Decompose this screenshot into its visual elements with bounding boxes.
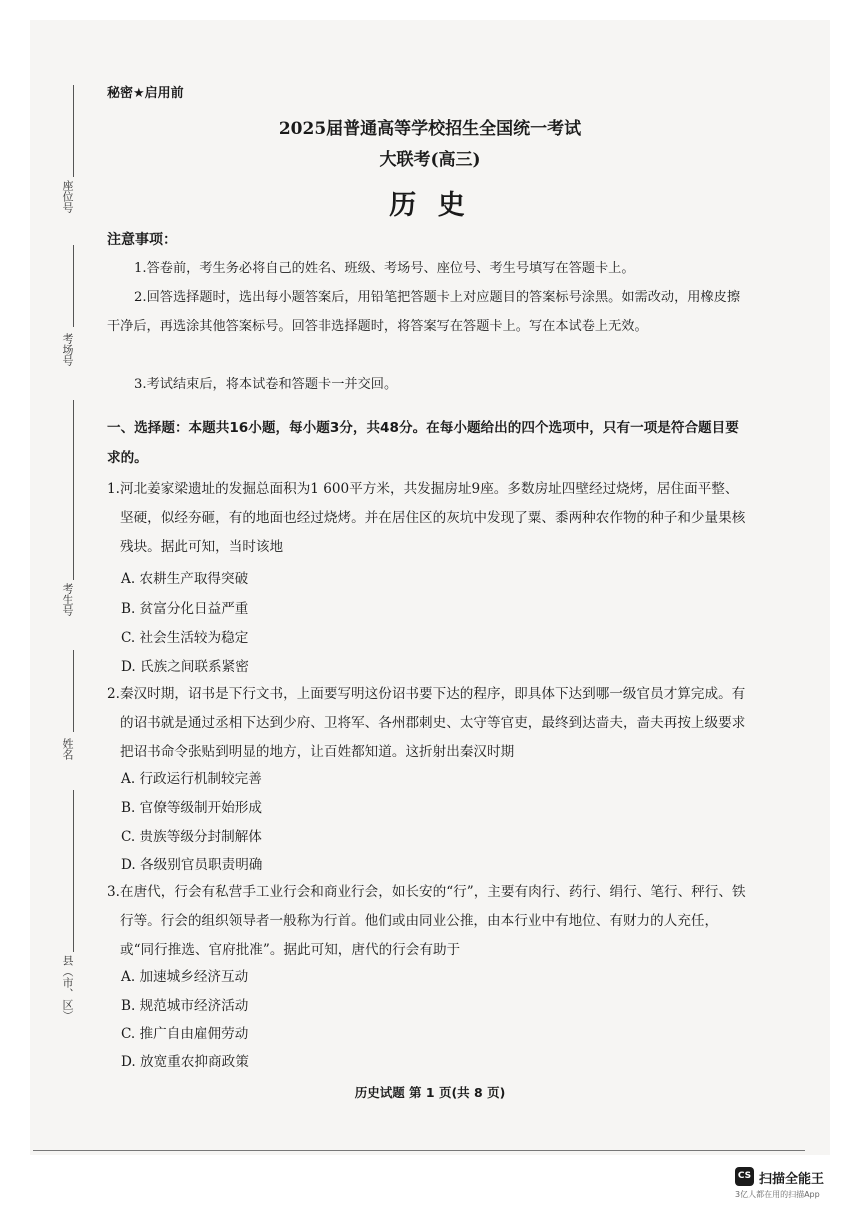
exam-room-label: 考场号	[61, 333, 74, 366]
question-3-option-d: D. 放宽重农抑商政策	[121, 1054, 249, 1070]
field-line	[73, 650, 74, 732]
subject-title: 历 史	[389, 190, 471, 221]
notes-heading: 注意事项：	[107, 232, 177, 248]
note-item: 2.回答选择题时，选出每小题答案后，用铅笔把答题卡上对应题目的答案标号涂黑。如需改动，用橡皮擦干净后，再选涂其他答案标号。回答非选择题时，将答案写在答题卡上。写在本试卷上无效。	[107, 290, 741, 334]
question-2-stem	[107, 680, 752, 767]
name-label: 姓名	[61, 738, 74, 760]
question-1-option-d: D. 氏族之间联系紧密	[121, 659, 249, 675]
seat-number-label: 座位号	[61, 180, 74, 213]
question-2-option-c: C. 贵族等级分封制解体	[121, 829, 262, 845]
note-item: 3.考试结束后，将本试卷和答题卡一并交回。	[134, 377, 398, 392]
name-field	[58, 650, 88, 765]
paper-edge-line	[33, 1150, 805, 1151]
question-3-option-b: B. 规范城市经济活动	[121, 998, 249, 1014]
question-stem-text: 2.秦汉时期，诏书是下行文书，上面要写明这份诏书要下达的程序，即具体下达到哪一级官员才算完成。有的诏书就是通过丞相下达到少府、卫将军、各州郡刺史、太守等官吏，最终到达啬夫，啬夫再按上级要求把诏书命令张贴到明显的地方，让百姓都知道。这折射出秦汉时期	[107, 686, 746, 760]
question-2-option-b: B. 官僚等级制开始形成	[121, 800, 262, 816]
exam-room-field	[58, 245, 88, 375]
note-item: 1.答卷前，考生务必将自己的姓名、班级、考场号、座位号、考生号填写在答题卡上。	[134, 261, 635, 276]
question-1-option-a: A. 农耕生产取得突破	[121, 571, 249, 587]
section-heading: 一、选择题：本题共16小题，每小题3分，共48分。在每小题给出的四个选项中，只有一项是符合题目要求的。	[107, 420, 739, 466]
student-number-field	[58, 400, 88, 630]
question-2-option-d: D. 各级别官员职责明确	[121, 857, 263, 873]
exam-subtitle: 大联考(高三)	[379, 150, 481, 170]
question-3-option-a: A. 加速城乡经济互动	[121, 969, 249, 985]
question-1-stem	[107, 475, 752, 562]
county-field	[58, 790, 88, 1040]
scanner-tagline: 3亿人都在用的扫描App	[735, 1190, 820, 1199]
question-1-option-b: B. 贫富分化日益严重	[121, 601, 249, 617]
question-2-option-a: A. 行政运行机制较完善	[121, 771, 262, 787]
scanner-app-name: 扫描全能王	[759, 1172, 825, 1187]
question-stem-text: 1.河北姜家梁遗址的发掘总面积为1 600平方米，共发掘房址9座。多数房址四壁经过烧烤，居住面平整、坚硬，似经夯砸，有的地面也经过烧烤。并在居住区的灰坑中发现了粟、黍两种农作物的种子和少量果核残块。据此可知，当时该地	[107, 481, 746, 555]
student-number-label: 考生号	[61, 583, 74, 616]
field-line	[73, 790, 74, 952]
field-line	[73, 245, 74, 327]
exam-title: 2025届普通高等学校招生全国统一考试	[278, 119, 582, 139]
page-footer: 历史试题 第 1 页(共 8 页)	[354, 1085, 506, 1100]
camscanner-logo-icon: CS	[735, 1167, 754, 1186]
field-line	[73, 400, 74, 580]
question-1-option-c: C. 社会生活较为稳定	[121, 630, 249, 646]
confidential-mark: 秘密★启用前	[107, 86, 184, 101]
question-stem-text: 3.在唐代，行会有私营手工业行会和商业行会，如长安的“行”，主要有肉行、药行、绢行、笔行、秤行、铁行等。行会的组织领导者一般称为行首。他们或由同业公推，由本行业中有地位、有财力的人充任，或“同行推选、官府批准”。据此可知，唐代的行会有助于	[107, 884, 746, 958]
county-label: 县（市、区）	[61, 955, 74, 1021]
question-3-stem	[107, 878, 752, 965]
question-3-option-c: C. 推广自由雇佣劳动	[121, 1026, 249, 1042]
